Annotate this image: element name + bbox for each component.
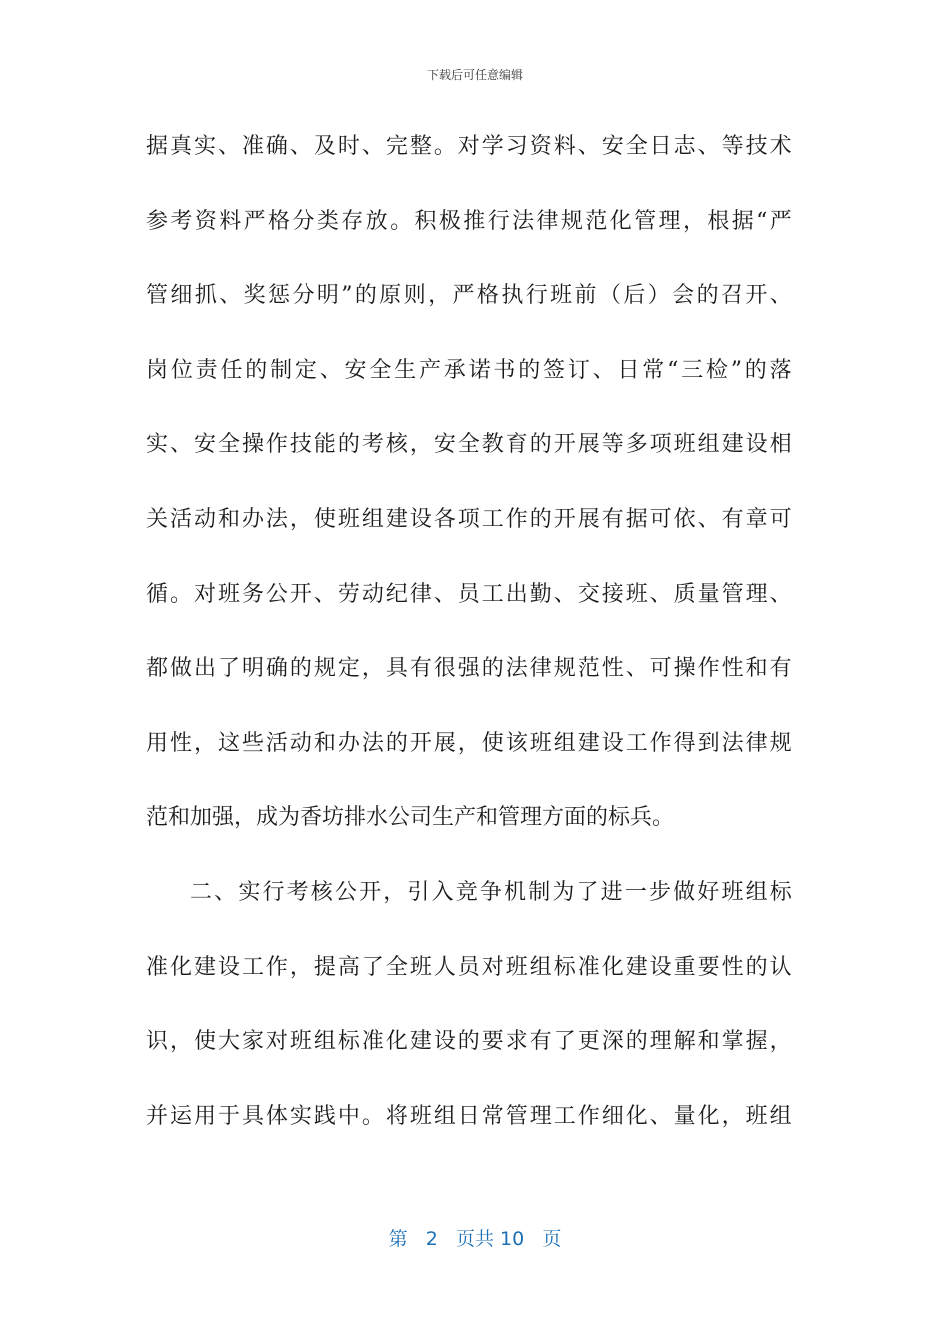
text-line: 都 做 出 了 明 确 的 规 定 ， 具 有 很 强 的 法 律 规 范 性 、 可 操 作 性 和 有 [146,656,792,682]
footer-prefix: 第 [388,1228,408,1250]
text-line: 识 ， 使 大 家 对 班 组 标 准 化 建 设 的 要 求 有 了 更 深 的 理 解 和 掌 握 ， [146,1029,792,1055]
text-line: 据 真 实 、 准 确 、 及 时 、 完 整 。 对 学 习 资 料 、 安 全 日 志 、 等 技 术 [146,134,792,159]
text-line: 二 、 实 行 考 核 公 开 ， 引 入 竞 争 机 制 为 了 进 一 步 做 好 班 组 标 [190,879,792,905]
text-line: 循 。 对 班 务 公 开 、 劳 动 纪 律 、 员 工 出 勤 、 交 接 班 、 质 量 管 理 、 [146,581,792,607]
text-line: 管 细 抓 、 奖 惩 分 明 ” 的 原 则 ， 严 格 执 行 班 前 （ 后 ） 会 的 召 开 、 [146,283,792,309]
text-line: 岗 位 责 任 的 制 定 、 安 全 生 产 承 诺 书 的 签 订 、 日 常 “ 三 检 ” 的 落 [146,357,792,383]
text-line: 用 性 ， 这 些 活 动 和 办 法 的 开 展 ， 使 该 班 组 建 设 工 作 得 到 法 律 规 [146,730,792,756]
text-line: 参 考 资 料 严 格 分 类 存 放 。 积 极 推 行 法 律 规 范 化 管 理 ， 根 据 “ 严 [146,208,792,234]
text-line: 关 活 动 和 办 法 ， 使 班 组 建 设 各 项 工 作 的 开 展 有 据 可 依 、 有 章 可 [146,506,792,532]
footer-mid: 页共 [455,1228,494,1250]
footer-page-number: 2 [425,1228,438,1250]
page-footer [0,1224,950,1251]
text-line: 实 、 安 全 操 作 技 能 的 考 核 ， 安 全 教 育 的 开 展 等 多 项 班 组 建 设 相 [146,432,792,458]
footer-suffix: 页 [542,1228,562,1250]
footer-total-pages: 10 [500,1228,525,1250]
text-line: 并 运 用 于 具 体 实 践 中 。 将 班 组 日 常 管 理 工 作 细 化 、 量 化 ， 班 组 [146,1103,792,1129]
text-line: 范和加强，成为香坊排水公司生产和管理方面的标兵。 [146,805,675,831]
text-line: 准 化 建 设 工 作 ， 提 高 了 全 班 人 员 对 班 组 标 准 化 建 设 重 要 性 的 认 [146,954,792,980]
paragraph [146,866,792,1164]
paragraph [146,120,792,866]
document-body [146,120,792,1164]
page-header: 下载后可任意编辑 [426,68,523,82]
